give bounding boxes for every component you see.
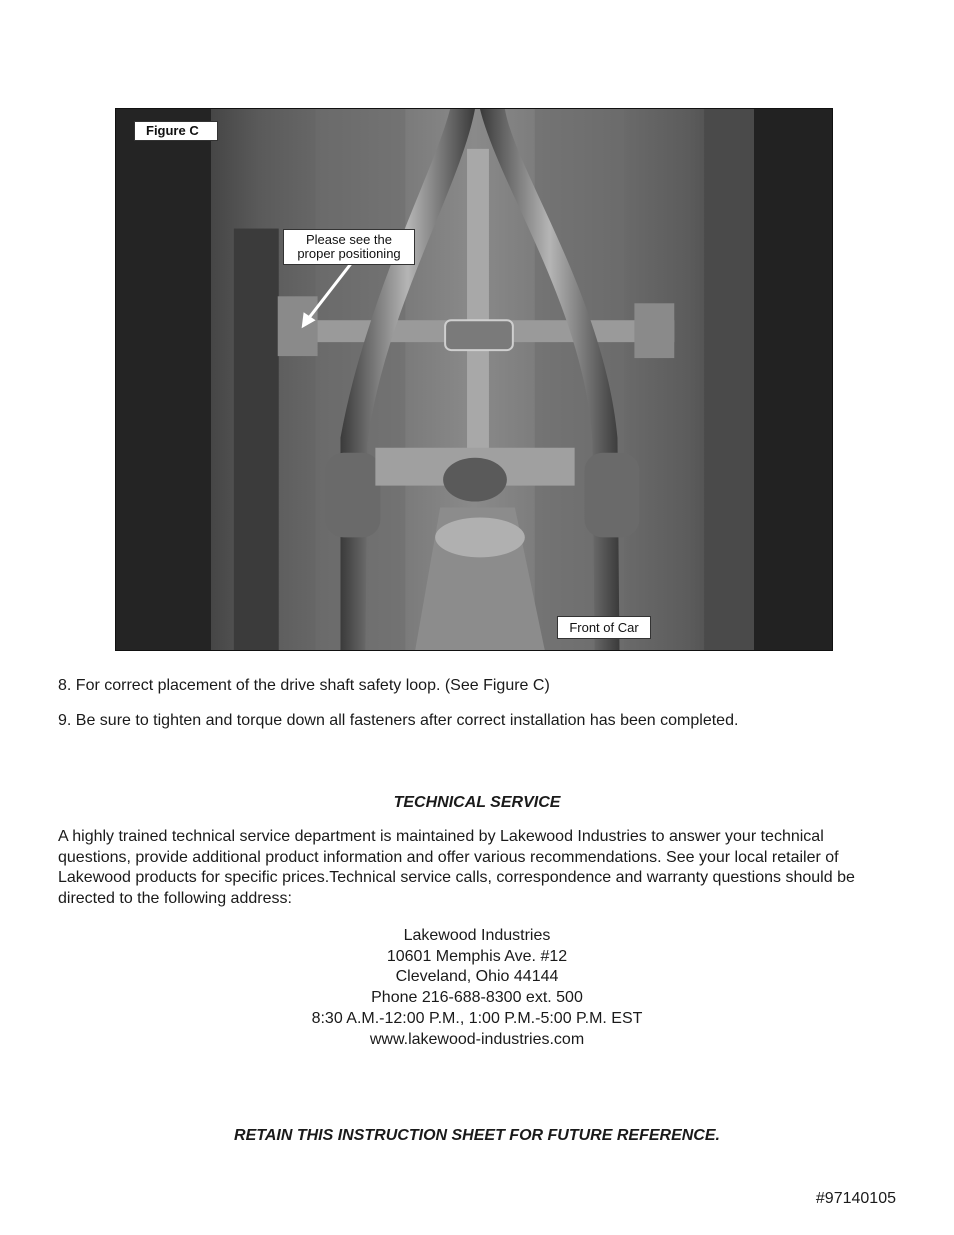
contact-address — [0, 926, 954, 1050]
address-phone: Phone 216-688-8300 ext. 500 — [371, 989, 583, 1007]
technical-service-heading: TECHNICAL SERVICE — [393, 794, 561, 811]
callout-line-1: Please see the — [305, 232, 392, 247]
address-street: 10601 Memphis Ave. #12 — [386, 947, 568, 965]
callout-line-2: proper positioning — [297, 246, 401, 261]
front-of-car-label: Front of Car — [557, 616, 651, 639]
retain-notice: RETAIN THIS INSTRUCTION SHEET FOR FUTURE REFERENCE. — [234, 1127, 720, 1144]
technical-service-paragraph: A highly trained technical service department is maintained by Lakewood Industries to answer your technical questions, provide additional product information and offer various recommendations. See your local retailer of Lakewood products for specific prices.Technical service calls, correspondence and warranty questions should be directed to the following address: — [58, 828, 855, 908]
address-company: Lakewood Industries — [403, 927, 551, 944]
figure-title: Figure C — [134, 121, 218, 141]
step-9: 9. Be sure to tighten and torque down all fasteners after correct installation has been completed. — [58, 712, 739, 729]
positioning-callout — [283, 229, 415, 265]
figure-c-photo — [115, 108, 833, 651]
undercarriage-photo — [116, 109, 832, 650]
address-website: www.lakewood-industries.com — [369, 1030, 585, 1048]
part-number: #97140105 — [815, 1190, 896, 1207]
address-city: Cleveland, Ohio 44144 — [395, 968, 559, 986]
address-hours: 8:30 A.M.-12:00 P.M., 1:00 P.M.-5:00 P.M. EST — [311, 1009, 643, 1027]
step-8: 8. For correct placement of the drive shaft safety loop. (See Figure C) — [58, 677, 550, 694]
